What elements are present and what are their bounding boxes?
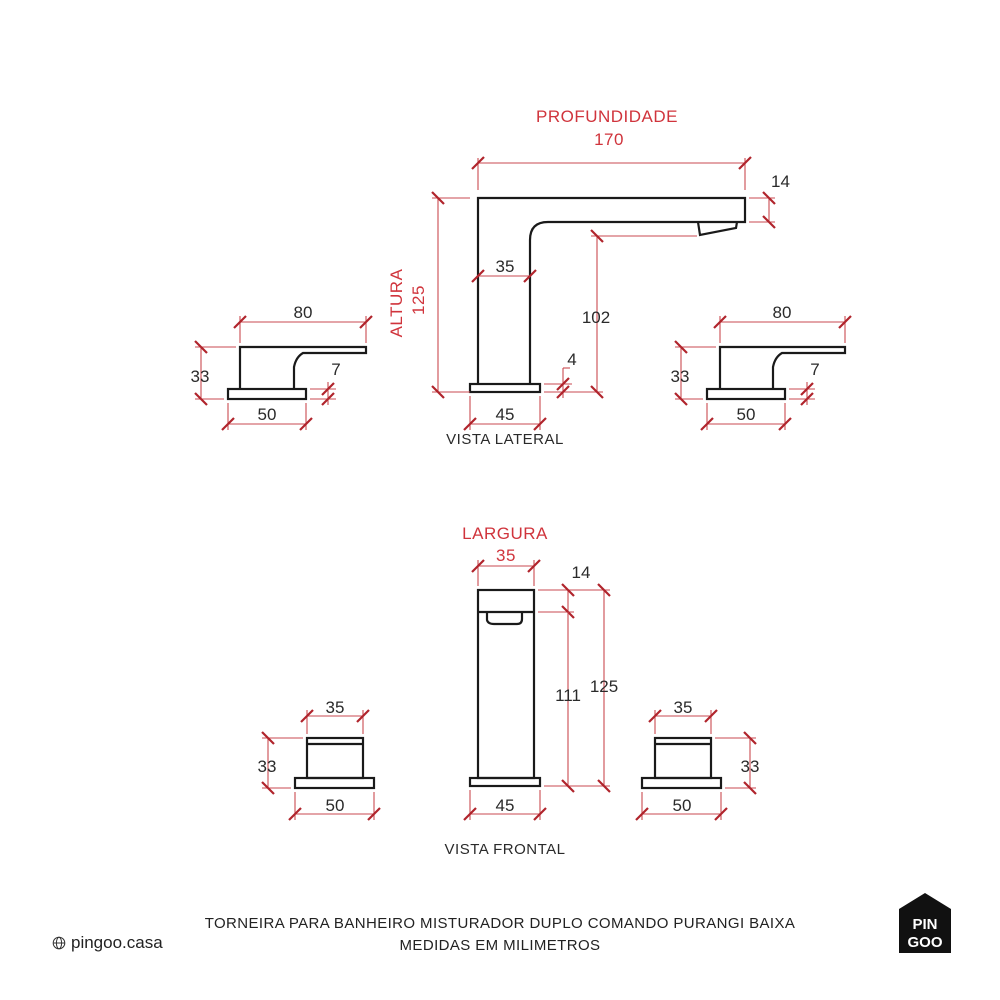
width-value: 35 xyxy=(496,546,516,565)
front-left-height-value: 33 xyxy=(257,757,277,776)
footer-title: TORNEIRA PARA BANHEIRO MISTURADOR DUPLO COMANDO PURANGI BAIXA xyxy=(204,915,796,932)
front-base-value: 45 xyxy=(495,796,515,815)
logo-line2: GOO xyxy=(907,934,943,951)
front-right-base-value: 50 xyxy=(672,796,692,815)
front-spout-outline xyxy=(470,590,540,786)
footer-subtitle: MEDIDAS EM MILIMETROS xyxy=(399,937,601,954)
side-view-caption: VISTA LATERAL xyxy=(446,431,564,448)
pingoo-logo xyxy=(899,893,951,953)
clearance-value: 102 xyxy=(581,308,611,327)
brand-website[interactable] xyxy=(52,933,163,953)
front-body-height-value: 111 xyxy=(555,686,581,705)
dim-base-thick-left xyxy=(310,382,336,405)
handle-right-height-value: 33 xyxy=(670,367,690,386)
height-title: ALTURA xyxy=(387,268,406,338)
dim-outlet-side xyxy=(749,192,775,228)
base-width-side-value: 45 xyxy=(495,405,515,424)
handle-right-base-thickness-value: 7 xyxy=(810,360,820,379)
side-handle-left xyxy=(228,347,366,399)
side-handle-right xyxy=(707,347,845,399)
outlet-value: 14 xyxy=(771,172,790,191)
handle-left-base-value: 50 xyxy=(257,405,277,424)
front-handle-left xyxy=(295,738,374,788)
body-width-value: 35 xyxy=(495,257,515,276)
front-left-base-value: 50 xyxy=(325,796,345,815)
front-outlet-value: 14 xyxy=(571,563,591,582)
front-total-height-value: 125 xyxy=(589,677,619,696)
front-left-top-value: 35 xyxy=(325,698,345,717)
side-spout-outline xyxy=(470,198,745,392)
lever-left-value: 80 xyxy=(293,303,313,322)
depth-value: 170 xyxy=(594,130,624,149)
depth-title: PROFUNDIDADE xyxy=(535,107,679,126)
front-view-caption: VISTA FRONTAL xyxy=(444,841,566,858)
dim-depth xyxy=(472,157,751,190)
dim-base-thick-right xyxy=(789,382,815,405)
front-right-top-value: 35 xyxy=(673,698,693,717)
front-handle-right xyxy=(642,738,721,788)
globe-icon xyxy=(52,936,66,950)
handle-left-height-value: 33 xyxy=(190,367,210,386)
website-text: pingoo.casa xyxy=(71,933,163,952)
handle-right-base-value: 50 xyxy=(736,405,756,424)
dim-base-thickness xyxy=(544,368,572,398)
dim-outlet-front xyxy=(538,584,610,618)
lever-right-value: 80 xyxy=(772,303,792,322)
dim-height xyxy=(432,192,470,398)
base-thickness-value: 4 xyxy=(567,350,577,369)
width-title: LARGURA xyxy=(462,524,548,543)
front-right-height-value: 33 xyxy=(740,757,760,776)
logo-line1: PIN xyxy=(912,916,938,933)
height-value: 125 xyxy=(409,285,428,315)
handle-left-base-thickness-value: 7 xyxy=(331,360,341,379)
